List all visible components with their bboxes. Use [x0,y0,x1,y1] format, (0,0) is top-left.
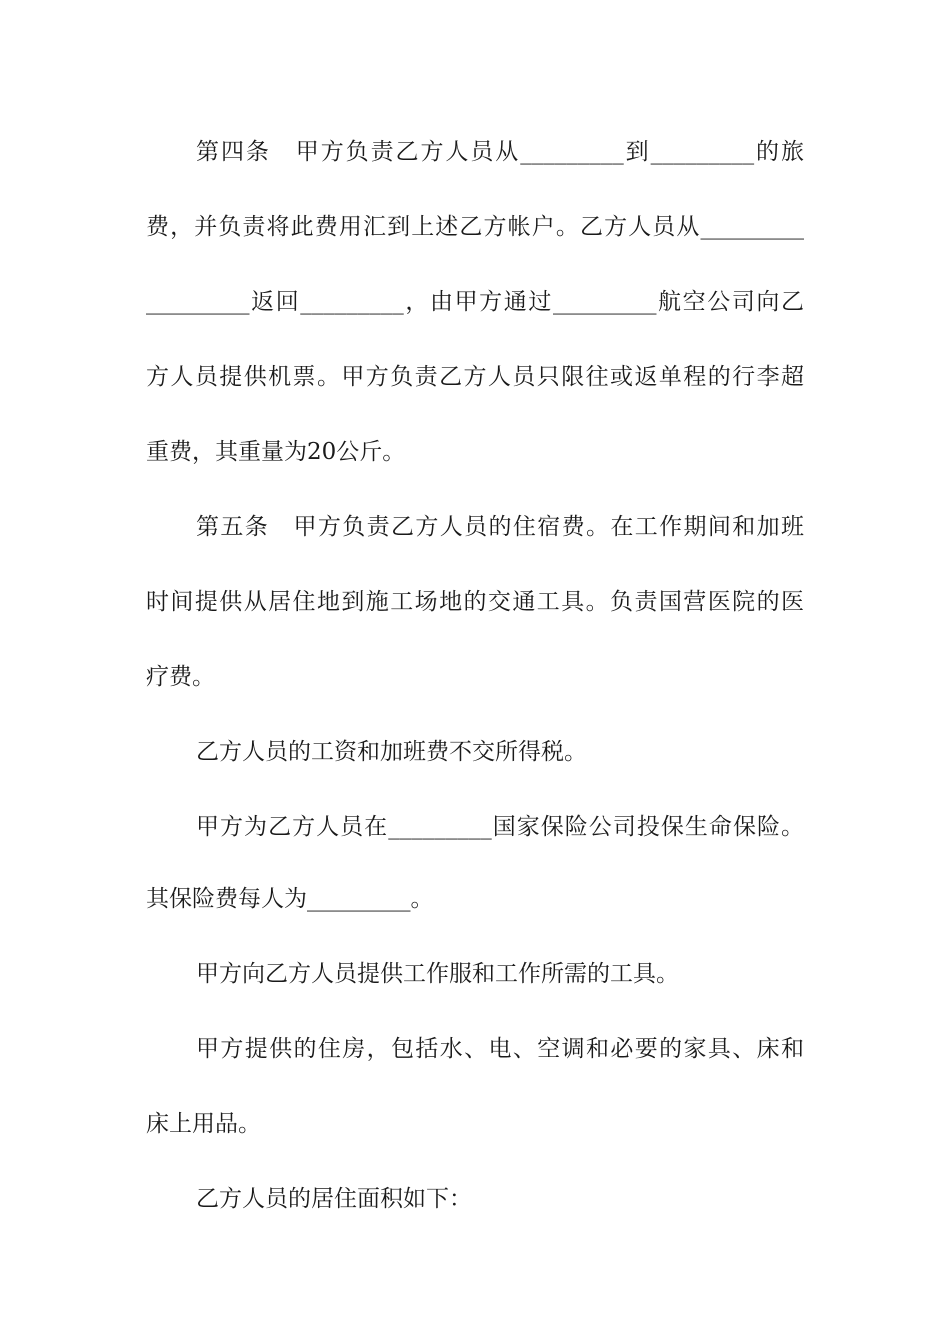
text-line: 费，并负责将此费用汇到上述乙方帐户。乙方人员从_________ [146,214,804,240]
text-line: 方人员提供机票。甲方负责乙方人员只限往或返单程的行李超 [146,364,804,390]
text-line: 乙方人员的居住面积如下： [196,1186,472,1212]
text-line: 其保险费每人为_________。 [146,886,434,912]
text-line: 甲方提供的住房，包括水、电、空调和必要的家具、床和 [196,1036,804,1062]
text-line: 乙方人员的工资和加班费不交所得税。 [196,739,587,765]
text-line: 时间提供从居住地到施工场地的交通工具。负责国营医院的医 [146,589,804,615]
text-line: 甲方为乙方人员在_________国家保险公司投保生命保险。 [196,814,804,840]
text-line: 第五条 甲方负责乙方人员的住宿费。在工作期间和加班 [196,514,804,540]
text-line: _________返回_________，由甲方通过_________航空公司向乙 [146,289,804,315]
text-line: 甲方向乙方人员提供工作服和工作所需的工具。 [196,961,679,987]
text-line: 第四条 甲方负责乙方人员从_________到_________的旅 [196,139,804,165]
text-line: 疗费。 [146,664,215,690]
text-line: 重费，其重量为20公斤。 [146,439,406,465]
text-line: 床上用品。 [146,1111,261,1137]
